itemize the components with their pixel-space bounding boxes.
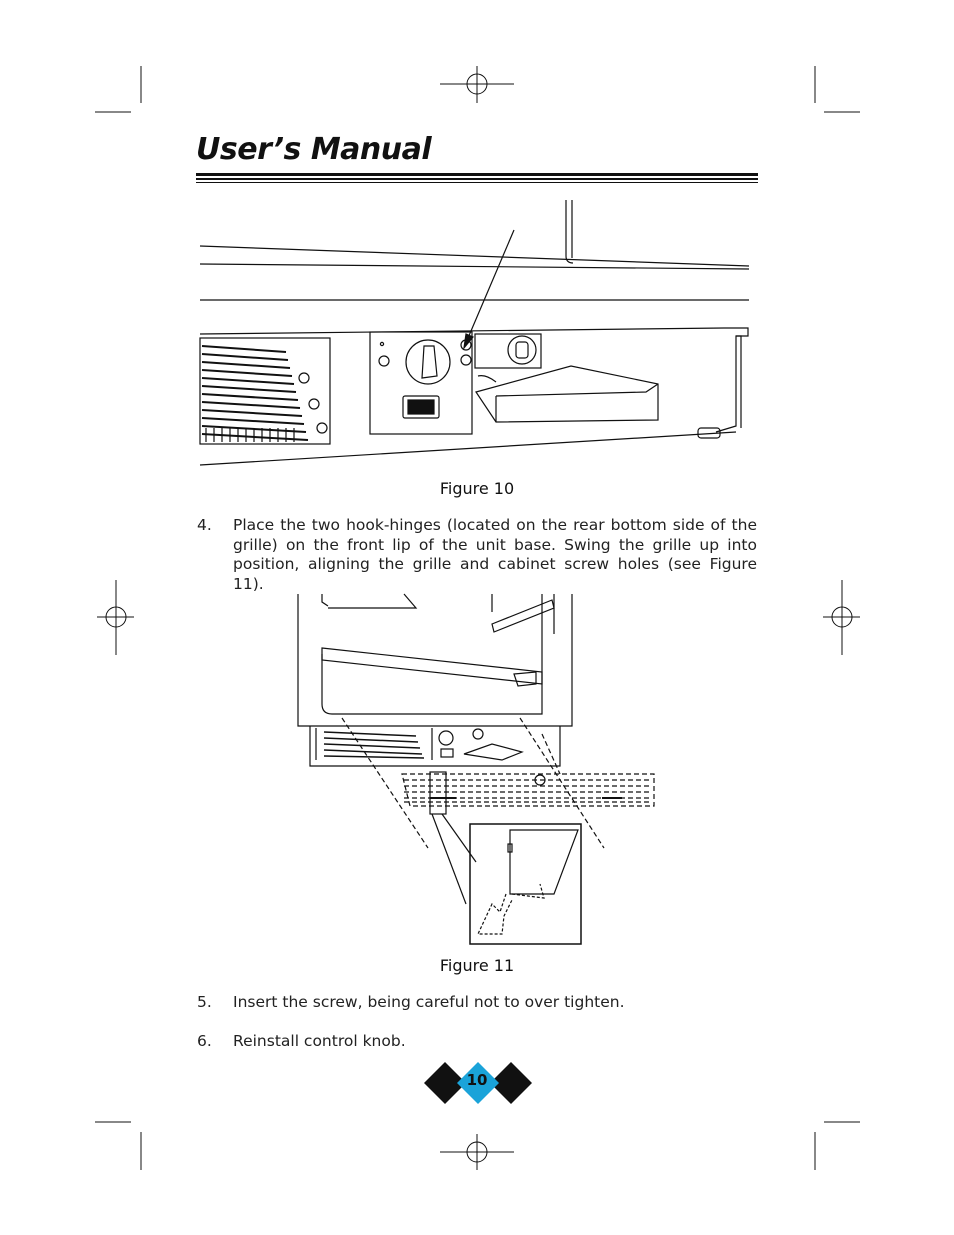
step-4: [197, 516, 757, 594]
step-5-number: 5.: [197, 993, 212, 1011]
step-6-number: 6.: [197, 1032, 212, 1050]
step-5-text: Insert the screw, being careful not to over tighten.: [233, 993, 625, 1011]
figure-11-caption: Figure 11: [439, 956, 515, 975]
header-rule-thick: [196, 173, 758, 176]
figure-11-illustration: [292, 594, 662, 946]
header-rule-mid: [196, 178, 758, 180]
step-4-text: Place the two hook-hinges (located on the rear bottom side of the grille) on the front lip of the unit base. Swing the grille up into position, aligning the grille and cabinet screw holes (see Figure 11).: [233, 516, 757, 593]
page-number: 10: [466, 1071, 488, 1089]
page-title: User’s Manual: [196, 132, 432, 167]
step-6: [197, 1032, 757, 1052]
step-5: [197, 993, 757, 1013]
figure-10-illustration: [196, 196, 756, 471]
header-rule-thin: [196, 182, 758, 183]
step-4-number: 4.: [197, 516, 212, 534]
figure-10-caption: Figure 10: [439, 479, 515, 498]
step-6-text: Reinstall control knob.: [233, 1032, 406, 1050]
